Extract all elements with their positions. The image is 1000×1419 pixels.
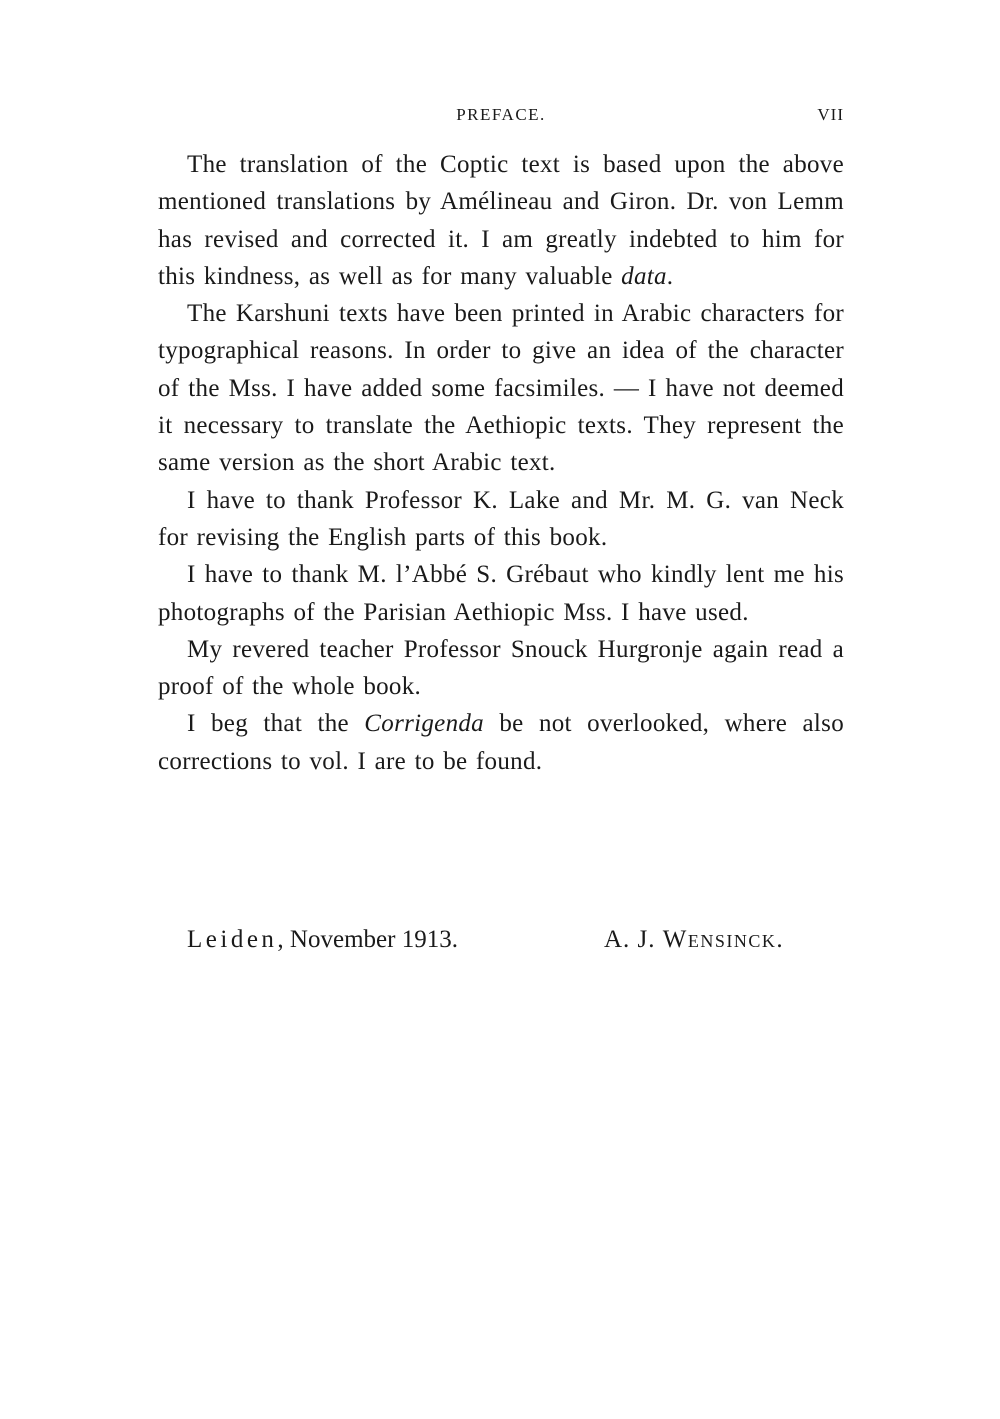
paragraph-karshuni: The Karshuni texts have been printed in Arabic characters for typographical reasons. In order to give an idea of the character of the Mss. I have added some facsimiles. — I have not deemed it necessary to translate the Aethiopic texts. They represent the same version as the short Arabic text. <box>158 300 844 477</box>
page-number: VII <box>817 105 844 124</box>
paragraph-corrigenda <box>158 705 844 780</box>
date: , November 1913. <box>277 926 458 953</box>
signature-line <box>158 920 844 960</box>
place-date <box>187 920 458 960</box>
author-surname: Wensinck. <box>662 926 785 953</box>
running-head <box>158 100 844 130</box>
paragraph-text: The translation of the Coptic text is based upon the above mentioned translations by Amélineau and Giron. Dr. von Lemm has revised and corrected it. I am greatly indebted to him for this kindness, as well as for many valuable <box>158 151 844 290</box>
paragraph-translation <box>158 146 844 295</box>
italic-term: data <box>621 262 667 290</box>
paragraph-text: I beg that the <box>187 710 365 738</box>
paragraph-snouck: My revered teacher Professor Snouck Hurgronje again read a proof of the whole book. <box>158 635 844 701</box>
paragraph-text: be not overlooked, where also corrections to vol. I are to be found. <box>158 710 844 775</box>
paragraph-thanks-grebaut: I have to thank M. l’Abbé S. Grébaut who kindly lent me his photographs of the Parisian Aethiopic Mss. I have used. <box>158 561 844 626</box>
paragraph-thanks-lake: I have to thank Professor K. Lake and Mr. M. G. van Neck for revising the English parts of this book. <box>158 486 844 551</box>
author-initials: A. J. <box>604 926 663 953</box>
place-name: Leiden <box>187 926 278 953</box>
italic-term: Corrigenda <box>364 710 484 738</box>
paragraph-text: . <box>666 262 674 290</box>
author-name <box>604 920 784 960</box>
preface-body <box>158 146 844 780</box>
running-title: PREFACE. <box>456 105 546 124</box>
